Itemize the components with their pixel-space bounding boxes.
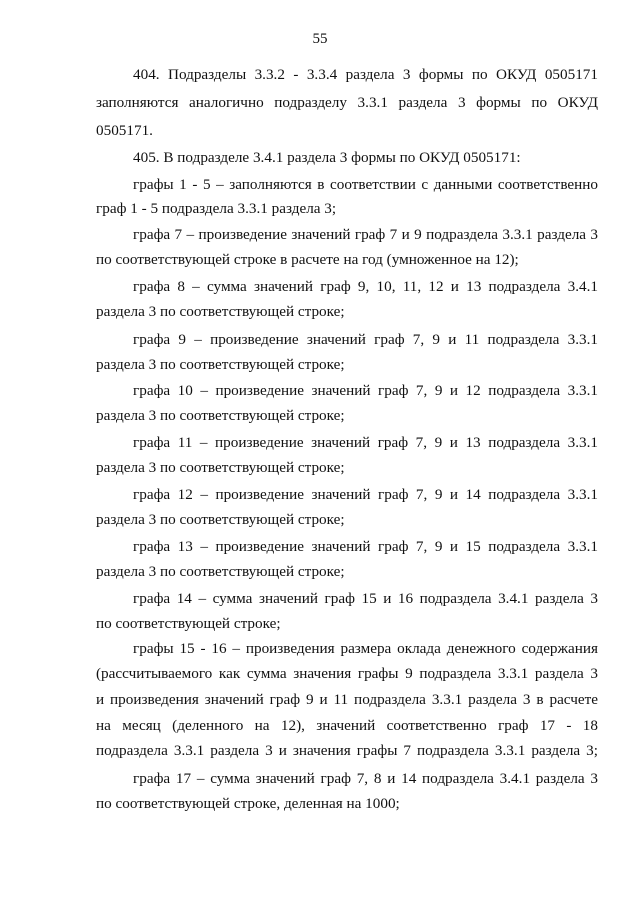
text-line-23: графы 15 - 16 – произведения размера оклада денежного содержания bbox=[133, 640, 598, 657]
text-line-27: подраздела 3.3.1 раздела 3 и значения графы 7 подраздела 3.3.1 раздела 3; bbox=[96, 742, 598, 759]
text-line-21: графа 14 – сумма значений граф 15 и 16 подраздела 3.4.1 раздела 3 bbox=[133, 590, 598, 607]
text-line-2: заполняются аналогично подразделу 3.3.1 раздела 3 формы по ОКУД bbox=[96, 94, 598, 111]
text-line-20: раздела 3 по соответствующей строке; bbox=[96, 563, 345, 580]
page-number: 55 bbox=[312, 31, 328, 47]
text-line-28: графа 17 – сумма значений граф 7, 8 и 14 подраздела 3.4.1 раздела 3 bbox=[133, 770, 598, 787]
text-line-3: 0505171. bbox=[96, 122, 153, 139]
text-line-13: графа 10 – произведение значений граф 7, 9 и 12 подраздела 3.3.1 bbox=[133, 382, 598, 399]
text-line-26: на месяц (деленного на 12), значений соответственно граф 17 - 18 bbox=[96, 717, 598, 734]
text-line-19: графа 13 – произведение значений граф 7, 9 и 15 подраздела 3.3.1 bbox=[133, 538, 598, 555]
text-line-25: и произведения значений граф 9 и 11 подраздела 3.3.1 раздела 3 в расчете bbox=[96, 691, 598, 708]
text-line-18: раздела 3 по соответствующей строке; bbox=[96, 511, 345, 528]
text-line-6: граф 1 - 5 подраздела 3.3.1 раздела 3; bbox=[96, 200, 337, 217]
text-line-15: графа 11 – произведение значений граф 7, 9 и 13 подраздела 3.3.1 bbox=[133, 434, 598, 451]
text-line-10: раздела 3 по соответствующей строке; bbox=[96, 303, 345, 320]
text-line-24: (рассчитываемого как сумма значения графы 9 подраздела 3.3.1 раздела 3 bbox=[96, 665, 598, 682]
text-line-17: графа 12 – произведение значений граф 7, 9 и 14 подраздела 3.3.1 bbox=[133, 486, 598, 503]
text-line-29: по соответствующей строке, деленная на 1000; bbox=[96, 795, 400, 812]
text-line-11: графа 9 – произведение значений граф 7, 9 и 11 подраздела 3.3.1 bbox=[133, 331, 598, 348]
text-line-9: графа 8 – сумма значений граф 9, 10, 11, 12 и 13 подраздела 3.4.1 bbox=[133, 278, 598, 295]
text-line-22: по соответствующей строке; bbox=[96, 615, 281, 632]
text-line-4: 405. В подразделе 3.4.1 раздела 3 формы по ОКУД 0505171: bbox=[133, 149, 521, 166]
text-line-8: по соответствующей строке в расчете на год (умноженное на 12); bbox=[96, 251, 519, 268]
text-line-5: графы 1 - 5 – заполняются в соответствии с данными соответственно bbox=[133, 176, 598, 193]
text-line-1: 404. Подразделы 3.3.2 - 3.3.4 раздела 3 формы по ОКУД 0505171 bbox=[133, 66, 598, 83]
text-line-16: раздела 3 по соответствующей строке; bbox=[96, 459, 345, 476]
text-line-14: раздела 3 по соответствующей строке; bbox=[96, 407, 345, 424]
text-line-7: графа 7 – произведение значений граф 7 и 9 подраздела 3.3.1 раздела 3 bbox=[133, 226, 598, 243]
text-line-12: раздела 3 по соответствующей строке; bbox=[96, 356, 345, 373]
